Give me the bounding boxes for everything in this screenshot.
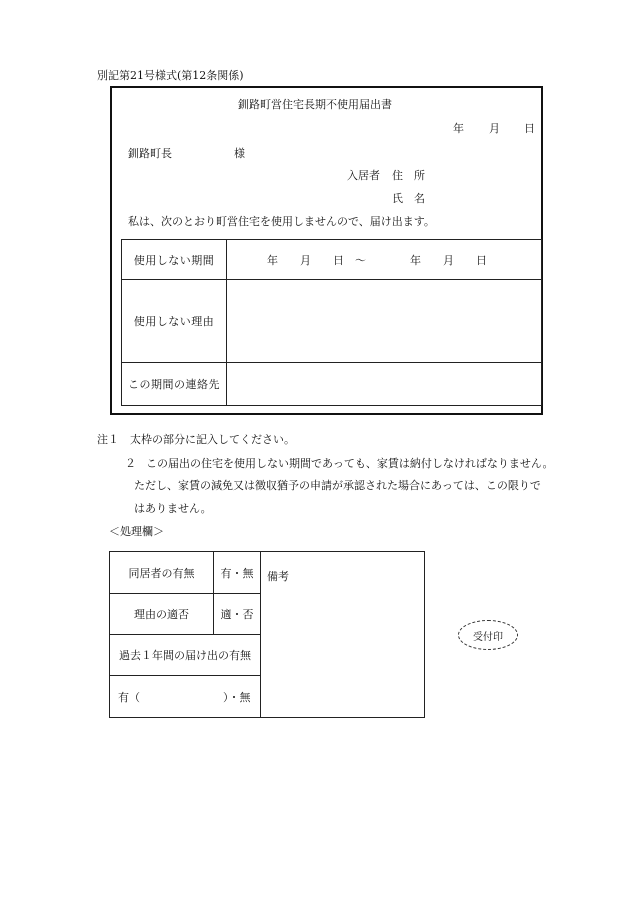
date-year-label: 年 <box>453 122 464 135</box>
processing-table <box>109 551 425 718</box>
past-notice-close: ）・無 <box>223 691 251 704</box>
addressee-honorific: 様 <box>234 147 245 160</box>
reason-value[interactable] <box>227 280 542 363</box>
past-notice-label: 過去１年間の届け出の有無 <box>110 635 261 676</box>
period-value[interactable]: 年 月 日 ～ 年 月 日 <box>227 240 542 280</box>
address-label: 住 所 <box>392 169 425 182</box>
note-2-line-2: ただし、家賃の減免又は徴収猶予の申請が承認された場合にあっては、この限りで <box>134 479 541 492</box>
processing-title: ＜処理欄＞ <box>109 525 164 538</box>
remarks-label: 備考 <box>267 570 289 583</box>
reason-check-label: 理由の適否 <box>110 594 214 635</box>
cohabitant-label: 同居者の有無 <box>110 552 214 594</box>
resident-label: 入居者 <box>347 169 380 182</box>
reason-label: 使用しない理由 <box>122 280 227 363</box>
statement: 私は、次のとおり町営住宅を使用しませんので、届け出ます。 <box>128 215 435 228</box>
form-reference: 別記第21号様式(第12条関係) <box>97 69 244 82</box>
reception-stamp-label: 受付印 <box>473 631 503 643</box>
remarks-cell[interactable] <box>261 552 425 718</box>
date-month-label: 月 <box>489 122 500 135</box>
reception-stamp <box>458 620 518 650</box>
note-2-number: ２ <box>125 457 136 470</box>
contact-label: この期間の連絡先 <box>122 363 227 406</box>
past-notice-value[interactable] <box>110 676 261 718</box>
detail-table <box>121 239 542 406</box>
past-notice-open: 有（ <box>118 691 140 704</box>
note-2-line-3: はありません。 <box>134 502 212 515</box>
form-title: 釧路町営住宅長期不使用届出書 <box>238 98 392 111</box>
period-label: 使用しない期間 <box>122 240 227 280</box>
addressee: 釧路町長 <box>128 147 172 160</box>
note-1: 注１ 太枠の部分に記入してください。 <box>97 433 295 446</box>
contact-value[interactable] <box>227 363 542 406</box>
note-2-line-1: この届出の住宅を使用しない期間であっても、家賃は納付しなければなりません。 <box>146 457 554 470</box>
reason-check-value[interactable]: 適・否 <box>214 594 261 635</box>
name-label: 氏 名 <box>392 192 425 205</box>
date-day-label: 日 <box>524 122 535 135</box>
cohabitant-value[interactable]: 有・無 <box>214 552 261 594</box>
